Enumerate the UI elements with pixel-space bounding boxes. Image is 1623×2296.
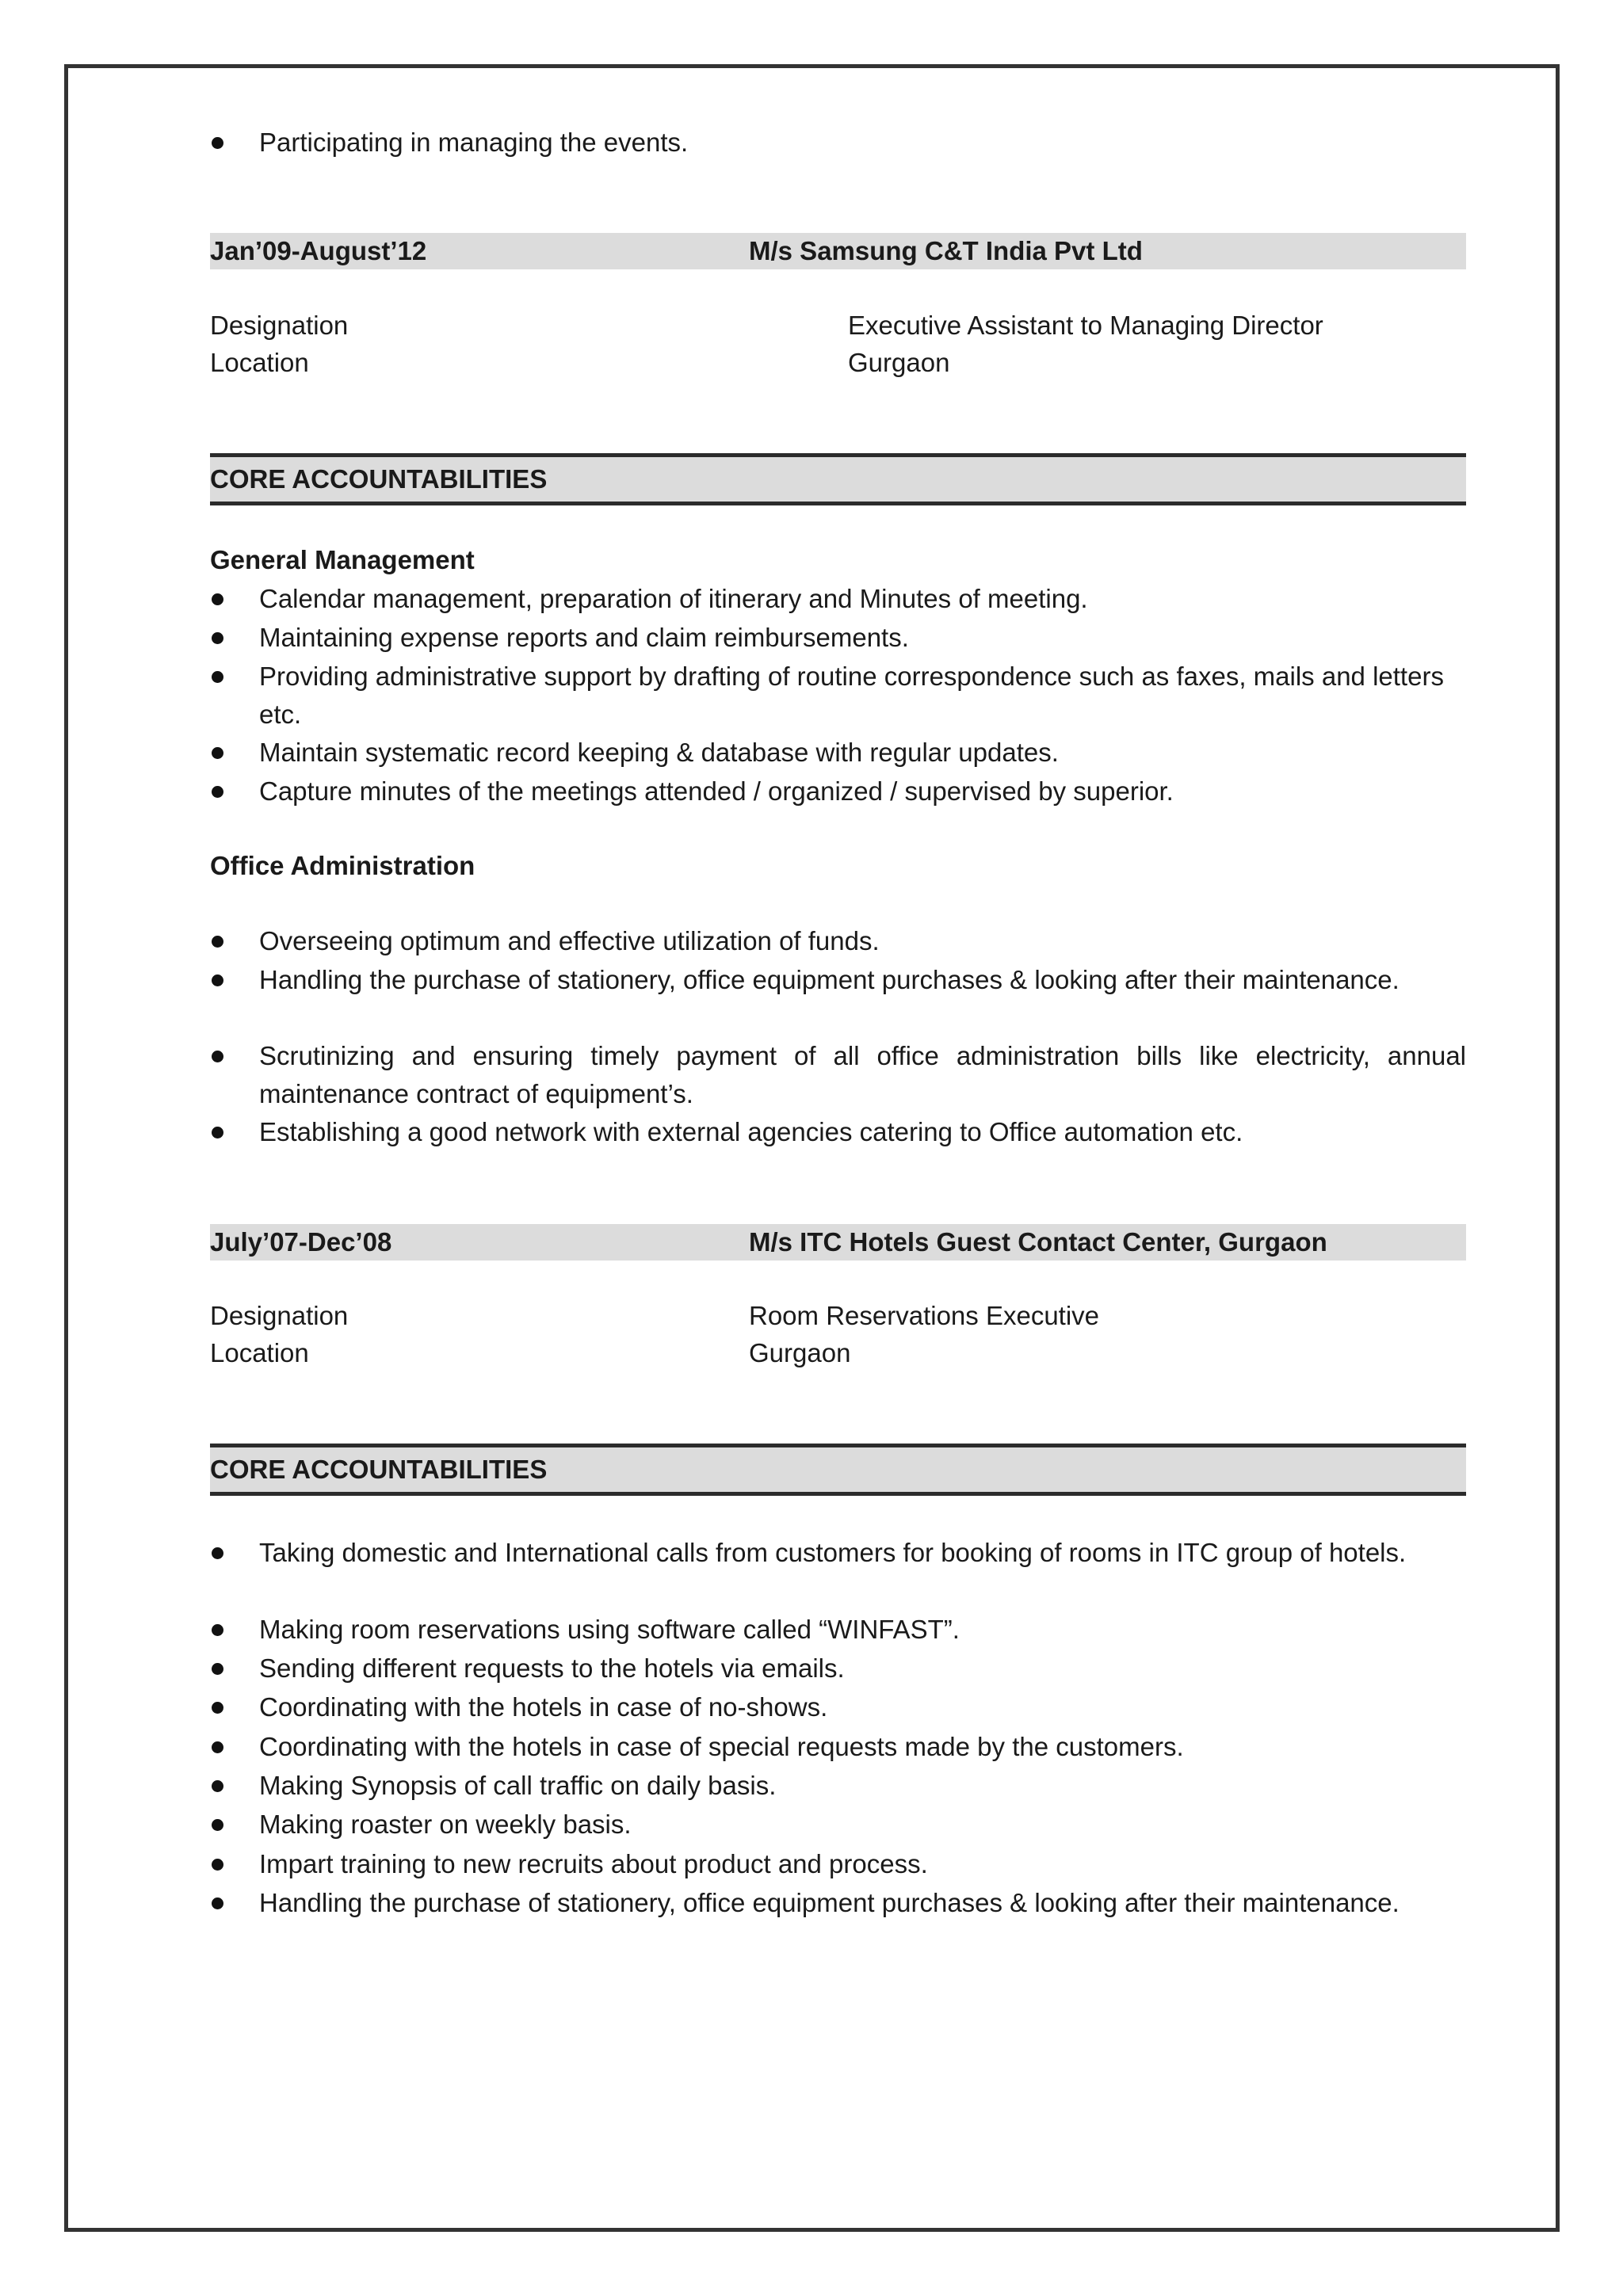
- bullet-icon: [212, 1819, 223, 1831]
- list-item: Making Synopsis of call traffic on daily basis.: [210, 1767, 1466, 1805]
- location-label: Location: [210, 1338, 309, 1367]
- subheading-office-administration: Office Administration: [210, 851, 475, 880]
- bullet-icon: [212, 593, 223, 605]
- list-item: Calendar management, preparation of itinerary and Minutes of meeting.: [210, 580, 1466, 618]
- section-title: CORE ACCOUNTABILITIES: [210, 1455, 548, 1484]
- designation-value: Executive Assistant to Managing Director: [848, 311, 1323, 340]
- designation-label: Designation: [210, 311, 349, 340]
- section-header-core-accountabilities: [210, 453, 1466, 505]
- location-label: Location: [210, 348, 309, 377]
- bullet-icon: [212, 1051, 223, 1062]
- list-item: Making room reservations using software called “WINFAST”.: [210, 1611, 1466, 1649]
- job-period: July’07-Dec’08: [210, 1227, 392, 1257]
- list-item: Impart training to new recruits about product and process.: [210, 1845, 1466, 1883]
- list-item: Overseeing optimum and effective utilization of funds.: [210, 922, 1466, 960]
- bullet-icon: [212, 671, 223, 683]
- list-item: Participating in managing the events.: [210, 124, 1466, 162]
- list-item: Maintaining expense reports and claim reimbursements.: [210, 619, 1466, 657]
- designation-label: Designation: [210, 1301, 349, 1330]
- job-header-itc: [210, 1224, 1466, 1261]
- list-item: Establishing a good network with external agencies catering to Office automation etc.: [210, 1113, 1466, 1151]
- bullet-icon: [212, 974, 223, 986]
- list-item: Coordinating with the hotels in case of special requests made by the customers.: [210, 1728, 1466, 1766]
- bullet-icon: [212, 747, 223, 759]
- list-item: Handling the purchase of stationery, office equipment purchases & looking after their maintenance.: [210, 1884, 1466, 1922]
- bullet-icon: [212, 137, 223, 149]
- list-item: Providing administrative support by drafting of routine correspondence such as faxes, mails and letters etc.: [210, 658, 1466, 734]
- bullet-icon: [212, 1702, 223, 1714]
- subheading-general-management: General Management: [210, 545, 475, 574]
- section-title: CORE ACCOUNTABILITIES: [210, 464, 548, 494]
- bullet-icon: [212, 1780, 223, 1792]
- list-item: Maintain systematic record keeping & database with regular updates.: [210, 734, 1466, 772]
- job-header-samsung: [210, 233, 1466, 269]
- bullet-icon: [212, 1663, 223, 1675]
- list-item: Coordinating with the hotels in case of no-shows.: [210, 1688, 1466, 1726]
- job-period: Jan’09-August’12: [210, 236, 427, 265]
- bullet-icon: [212, 632, 223, 644]
- designation-value: Room Reservations Executive: [749, 1301, 1100, 1330]
- bullet-icon: [212, 1624, 223, 1636]
- bullet-icon: [212, 1741, 223, 1753]
- list-item: Scrutinizing and ensuring timely payment of all office administration bills like electricity, annual maintenance contract of equipment’s.: [210, 1037, 1466, 1113]
- bullet-icon: [212, 1897, 223, 1909]
- location-value: Gurgaon: [848, 348, 950, 377]
- list-item: Taking domestic and International calls from customers for booking of rooms in ITC group of hotels.: [210, 1534, 1466, 1572]
- section-header-core-accountabilities: [210, 1444, 1466, 1496]
- bullet-icon: [212, 1547, 223, 1559]
- bullet-icon: [212, 1859, 223, 1871]
- list-item: Capture minutes of the meetings attended / organized / supervised by superior.: [210, 772, 1466, 810]
- list-item: Making roaster on weekly basis.: [210, 1806, 1466, 1844]
- job-company: M/s Samsung C&T India Pvt Ltd: [749, 236, 1143, 265]
- bullet-icon: [212, 1127, 223, 1138]
- location-value: Gurgaon: [749, 1338, 851, 1367]
- list-item: Handling the purchase of stationery, office equipment purchases & looking after their maintenance.: [210, 961, 1466, 999]
- list-item: Sending different requests to the hotels via emails.: [210, 1650, 1466, 1688]
- bullet-icon: [212, 786, 223, 798]
- bullet-icon: [212, 936, 223, 948]
- job-company: M/s ITC Hotels Guest Contact Center, Gurgaon: [749, 1227, 1327, 1257]
